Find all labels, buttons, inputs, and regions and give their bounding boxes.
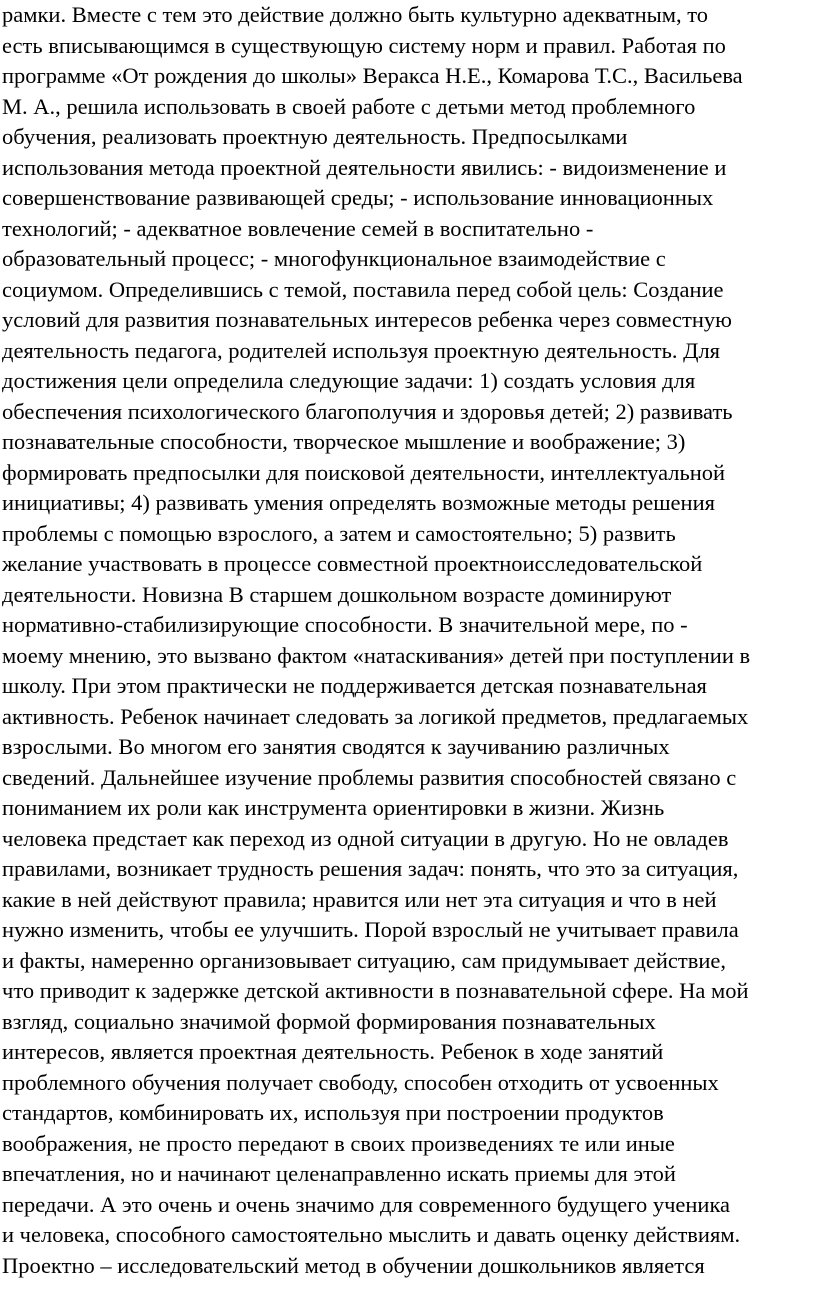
text-line: взрослыми. Во многом его занятия сводятся к заучиванию различных [2,734,670,759]
text-line: сведений. Дальнейшее изучение проблемы развития способностей связано с [2,764,737,790]
text-line: правилами, возникает трудность решения задач: понять, что это за ситуация, [2,856,739,881]
text-line: и человека, способного самостоятельно мыслить и давать оценку действиям. [2,1222,741,1247]
text-line: желание участвовать в процессе совместной проектноисследовательской [2,551,703,576]
text-line: есть вписывающимся в существующую систему норм и правил. Работая по [2,32,726,58]
text-line: технологий; - адекватное вовлечение семей в воспитательно - [2,215,594,241]
text-line: деятельность педагога, родителей используя проектную деятельность. Для [2,337,721,363]
text-line: формировать предпосылки для поисковой деятельности, интеллектуальной [2,459,726,485]
text-line: инициативы; 4) развивать умения определять возможные методы решения [2,490,715,515]
body-text [2,0,816,1281]
text-line: проблемы с помощью взрослого, а затем и самостоятельно; 5) развить [2,520,676,546]
text-line: обучения, реализовать проектную деятельность. Предпосылками [2,124,628,149]
text-line: использования метода проектной деятельности явились: - видоизменение и [2,154,727,180]
text-line: условий для развития познавательных интересов ребенка через совместную [2,307,732,332]
text-line: активность. Ребенок начинает следовать за логикой предметов, предлагаемых [2,703,749,729]
text-line: социумом. Определившись с темой, поставила перед собой цель: Создание [2,276,724,302]
text-line: достижения цели определила следующие задачи: 1) создать условия для [2,368,696,393]
text-line: стандартов, комбинировать их, используя при построении продуктов [2,1100,664,1125]
text-line: что приводит к задержке детской активности в познавательной сфере. На мой [2,978,749,1003]
text-line: совершенствование развивающей среды; - использование инновационных [2,185,714,210]
text-line: Проектно – исследовательский метод в обучении дошкольников является [2,1252,705,1278]
text-line: обеспечения психологического благополучия и здоровья детей; 2) развивать [2,398,733,424]
text-line: воображения, не просто передают в своих произведениях те или иные [2,1130,675,1156]
text-line: М. А., решила использовать в своей работе с детьми метод проблемного [2,93,696,119]
text-line: программе «От рождения до школы» Веракса Н.Е., Комарова Т.С., Васильева [2,63,743,88]
text-line: какие в ней действуют правила; нравится или нет эта ситуация и что в ней [2,886,717,912]
text-line: школу. При этом практически не поддерживается детская познавательная [2,673,707,698]
text-line: проблемного обучения получает свободу, способен отходить от усвоенных [2,1069,719,1095]
text-line: рамки. Вместе с тем это действие должно быть культурно адекватным, то [2,2,709,27]
text-line: человека предстает как переход из одной ситуации в другую. Но не овладев [2,825,729,851]
text-line: интересов, является проектная деятельность. Ребенок в ходе занятий [2,1039,664,1064]
text-line: деятельности. Новизна В старшем дошкольном возрасте доминируют [2,581,672,607]
text-line: и факты, намеренно организовывает ситуацию, сам придумывает действие, [2,947,726,973]
text-line: впечатления, но и начинают целенаправленно искать приемы для этой [2,1161,676,1186]
text-line: познавательные способности, творческое мышление и воображение; 3) [2,429,686,454]
text-line: образовательный процесс; - многофункциональное взаимодействие с [2,246,666,271]
text-line: моему мнению, это вызвано фактом «натаскивания» детей при поступлении в [2,642,751,668]
text-line: передачи. А это очень и очень значимо для современного будущего ученика [2,1191,731,1217]
text-line: взгляд, социально значимой формой формирования познавательных [2,1008,656,1034]
text-line: пониманием их роли как инструмента ориентировки в жизни. Жизнь [2,795,665,820]
text-line: нормативно-стабилизирующие способности. В значительной мере, по - [2,612,688,637]
text-line: нужно изменить, чтобы ее улучшить. Порой взрослый не учитывает правила [2,917,739,942]
